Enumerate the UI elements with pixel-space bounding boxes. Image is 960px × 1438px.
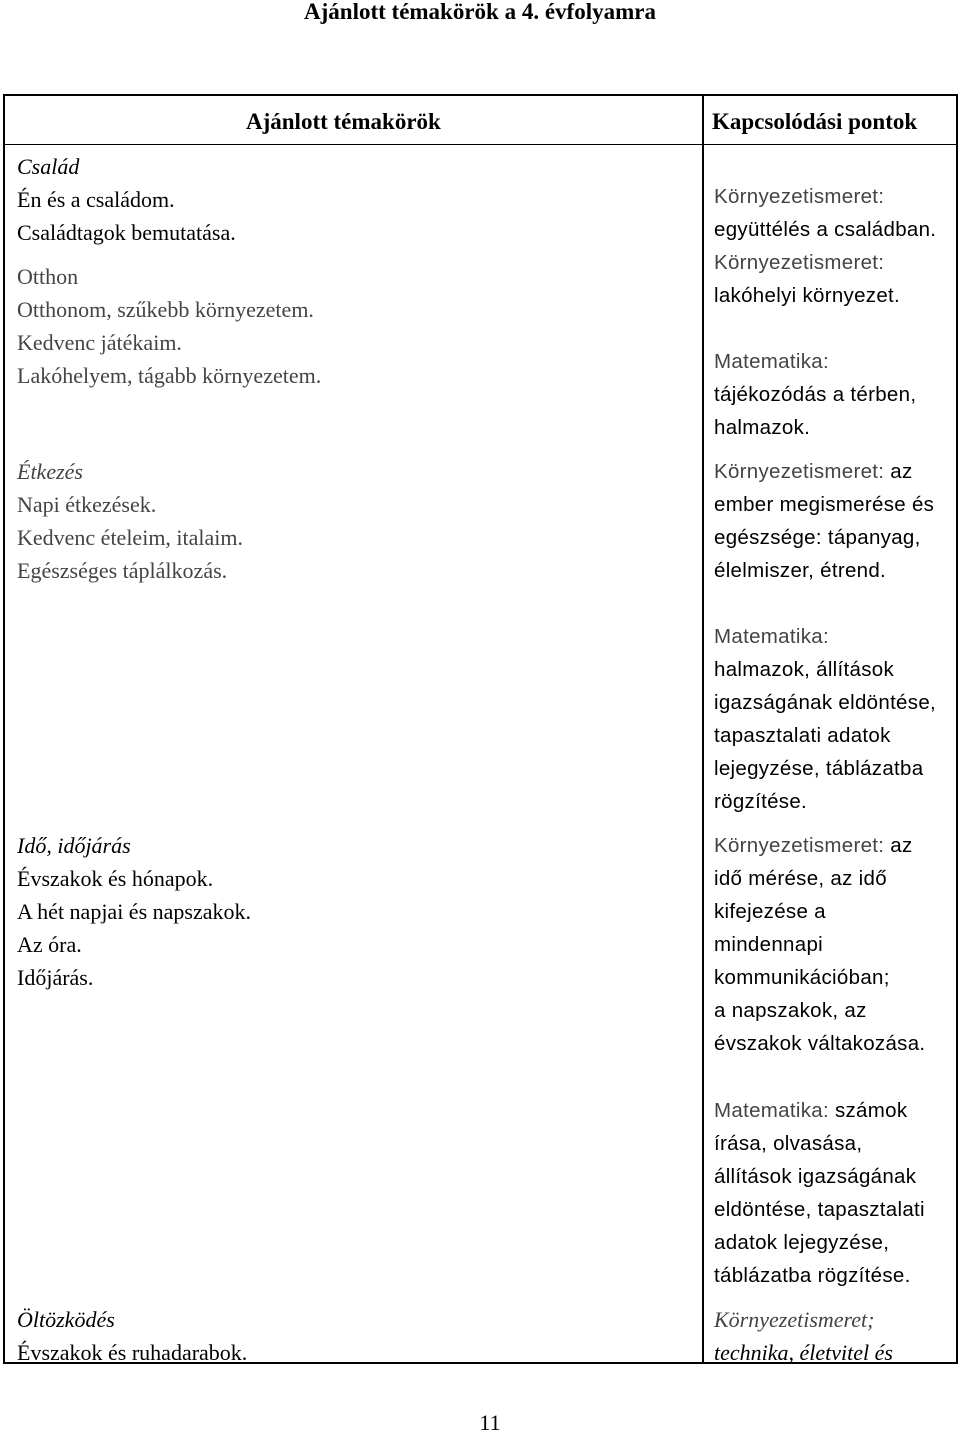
link-item: tájékozódás a térben, [714,383,917,406]
link-env-technology [714,1303,893,1369]
link-item: táblázatba rögzítése. [714,1264,911,1287]
link-subject-tail: az [884,834,913,857]
link-env-family [714,180,936,246]
link-item: tapasztalati adatok [714,724,891,747]
link-subject: Környezetismeret: [714,460,885,483]
topic-home [17,260,321,392]
topic-item: Évszakok és ruhadarabok. [17,1340,248,1365]
link-math-sets [714,620,936,818]
link-item: együttélés a családban. [714,218,937,241]
link-subject: Matematika: [714,625,829,648]
link-item: technika, életvitel és [714,1340,893,1365]
link-item: évszakok váltakozása. [714,1032,926,1055]
link-subject: Környezetismeret: [714,834,885,857]
header-recommended-topics: Ajánlott témakörök [246,109,441,134]
page-number: 11 [479,1410,501,1435]
link-item: írása, olvasása, [714,1132,863,1155]
link-subject: Matematika: [714,350,829,373]
topic-item: Kedvenc ételeim, italaim. [17,525,244,550]
link-item: rögzítése. [714,790,808,813]
link-item: mindennapi [714,933,823,956]
link-item: állítások igazságának [714,1165,917,1188]
topic-item: Családtagok bemutatása. [17,220,236,245]
link-item: idő mérése, az idő [714,867,887,890]
link-item: lejegyzése, táblázatba [714,757,924,780]
link-subject-tail: számok [828,1099,908,1122]
link-item: egészsége: tápanyag, [714,526,921,549]
link-item: adatok lejegyzése, [714,1231,890,1254]
link-env-health [714,455,934,587]
topic-item: Otthonom, szűkebb környezetem. [17,297,314,322]
link-subject: Környezetismeret: [714,251,885,274]
link-item: eldöntése, tapasztalati [714,1198,925,1221]
topic-item: Napi étkezések. [17,492,157,517]
topic-item: Időjárás. [17,965,94,990]
link-subject: Matematika: [714,1099,829,1122]
link-item: kifejezése a [714,900,826,923]
link-env-residence [714,246,900,312]
topic-title: Idő, időjárás [17,833,131,858]
link-math-space [714,345,916,444]
topic-time-weather [17,829,251,994]
topic-title: Család [17,154,80,179]
topic-title: Étkezés [17,459,83,484]
topic-item: Kedvenc játékaim. [17,330,182,355]
link-subject-tail: az [884,460,913,483]
link-subject: Környezetismeret; [714,1307,875,1332]
link-item: a napszakok, az [714,999,867,1022]
link-item: lakóhelyi környezet. [714,284,901,307]
page-title: Ajánlott témakörök a 4. évfolyamra [304,0,656,24]
link-subject: Környezetismeret: [714,185,885,208]
link-item: ember megismerése és [714,493,935,516]
topic-item: Én és a családom. [17,187,175,212]
topic-family [17,150,236,249]
topic-item: A hét napjai és napszakok. [17,899,251,924]
topic-item: Lakóhelyem, tágabb környezetem. [17,363,322,388]
topic-title: Öltözködés [17,1307,115,1332]
link-item: kommunikációban; [714,966,890,989]
column-divider [702,96,704,1362]
link-item: halmazok. [714,416,811,439]
topic-item: Az óra. [17,932,82,957]
link-item: halmazok, állítások [714,658,895,681]
topics-table [3,94,958,1364]
header-connection-points: Kapcsolódási pontok [712,109,918,134]
topic-item: Egészséges táplálkozás. [17,558,228,583]
topic-item: Évszakok és hónapok. [17,866,214,891]
header-divider [5,144,956,145]
topic-title: Otthon [17,264,79,289]
link-item: igazságának eldöntése, [714,691,937,714]
topic-clothing [17,1303,247,1369]
topic-eating [17,455,243,587]
link-env-time [714,829,925,1060]
link-item: élelmiszer, étrend. [714,559,887,582]
link-math-numbers [714,1094,925,1292]
